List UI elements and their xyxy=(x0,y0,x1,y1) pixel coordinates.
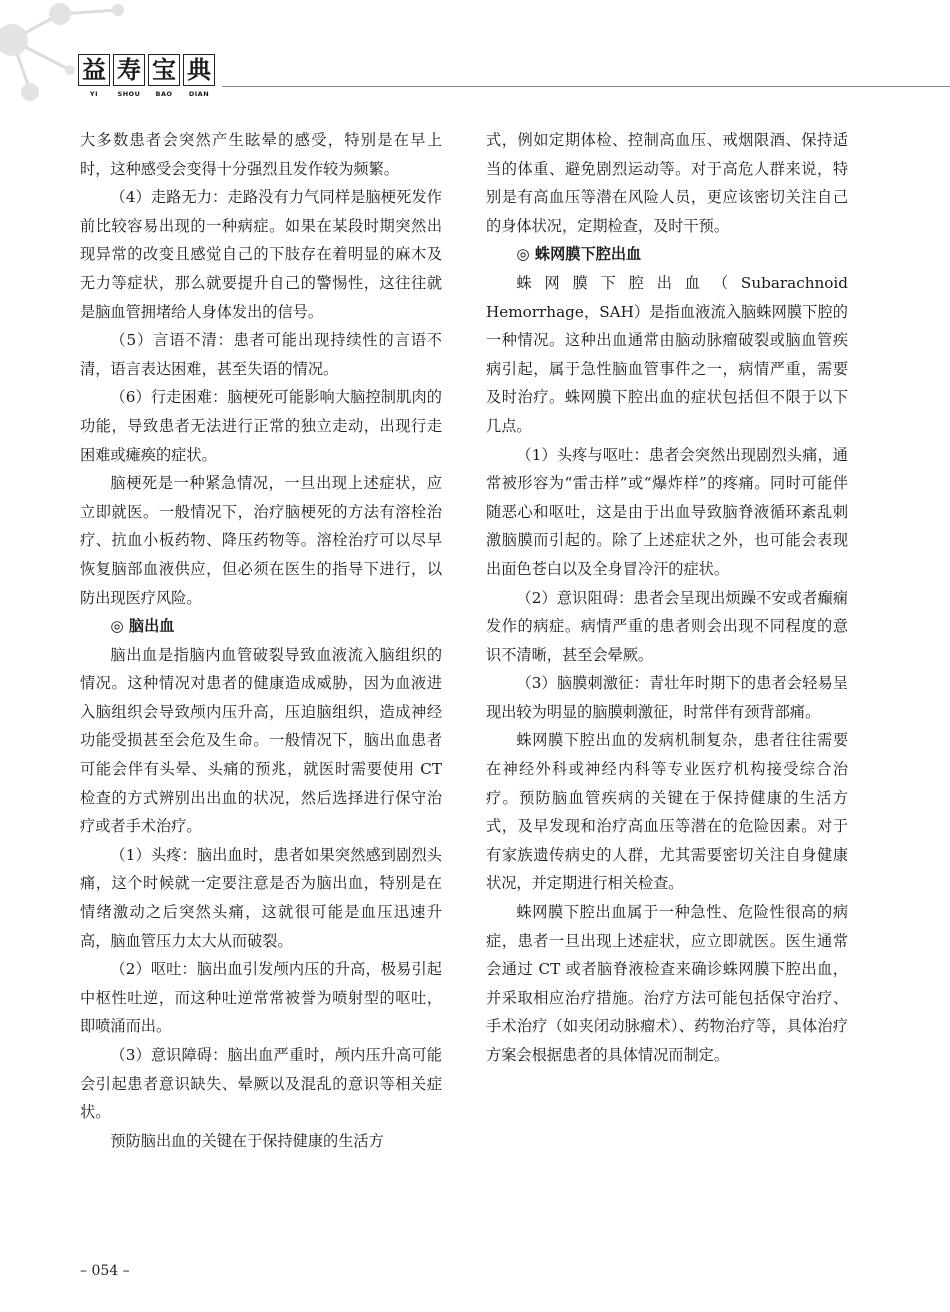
pinyin-label: DIAN xyxy=(188,90,210,98)
paragraph: （1）头疼与呕吐：患者会突然出现剧烈头痛，通常被形容为“雷击样”或“爆炸样”的疼痛。同时可能伴随恶心和呕吐，这是由于出血导致脑脊液循环紊乱刺激脑膜而引起的。除了上述症状之外，也可能会表现出面色苍白以及全身冒冷汗的症状。 xyxy=(486,445,848,578)
right-column xyxy=(486,126,848,1070)
paragraph: （3）意识障碍：脑出血严重时，颅内压升高可能会引起患者意识缺失、晕厥以及混乱的意识等相关症状。 xyxy=(80,1046,442,1122)
magazine-logo xyxy=(78,54,215,86)
paragraph: 蛛网膜下腔出血属于一种急性、危险性很高的病症，患者一旦出现上述症状，应立即就医。医生通常会通过 CT 或者脑脊液检查来确诊蛛网膜下腔出血，并采取相应治疗措施。治疗方法可能包括保守治疗、手术治疗（如夹闭动脉瘤术）、药物治疗等，具体治疗方案会根据患者的具体情况而制定。 xyxy=(486,903,848,1064)
pinyin-label: SHOU xyxy=(117,90,141,98)
page-number: – 054 – xyxy=(80,1263,130,1279)
paragraph: 脑梗死是一种紧急情况，一旦出现上述症状，应立即就医。一般情况下，治疗脑梗死的方法有溶栓治疗、抗血小板药物、降压药物等。溶栓治疗可以尽早恢复脑部血液供应，但必须在医生的指导下进行，以防出现医疗风险。 xyxy=(80,474,442,607)
paragraph: （3）脑膜刺激征：青壮年时期下的患者会轻易呈现出较为明显的脑膜刺激征，时常伴有颈背部痛。 xyxy=(486,674,848,721)
magazine-header xyxy=(78,54,215,98)
pinyin-label: YI xyxy=(89,90,99,98)
paragraph: 式，例如定期体检、控制高血压、戒烟限酒、保持适当的体重、避免剧烈运动等。对于高危人群来说，特别是有高血压等潜在风险人员，更应该密切关注自己的身体状况，定期检查，及时干预。 xyxy=(486,131,848,235)
paragraph: （1）头疼：脑出血时，患者如果突然感到剧烈头痛，这个时候就一定要注意是否为脑出血，特别是在情绪激动之后突然头痛，这就很可能是血压迅速升高，脑血管压力太大从而破裂。 xyxy=(80,845,442,950)
paragraph: 预防脑出血的关键在于保持健康的生活方 xyxy=(110,1131,384,1150)
logo-char: 寿 xyxy=(113,54,145,86)
paragraph: （2）意识阻碍：患者会呈现出烦躁不安或者癫痫发作的病症。病情严重的患者则会出现不同程度的意识不清晰，甚至会晕厥。 xyxy=(486,588,848,664)
paragraph: （2）呕吐：脑出血引发颅内压的升高，极易引起中枢性吐逆，而这种吐逆常常被誉为喷射型的呕吐，即喷涌而出。 xyxy=(80,960,442,1036)
header-divider xyxy=(222,86,950,87)
left-column xyxy=(80,126,442,1155)
logo-char: 典 xyxy=(183,54,215,86)
logo-char: 益 xyxy=(78,54,110,86)
paragraph: （5）言语不清：患者可能出现持续性的言语不清，语言表达困难，甚至失语的情况。 xyxy=(80,331,442,378)
paragraph: 蛛网膜下腔出血的发病机制复杂，患者往往需要在神经外科或神经内科等专业医疗机构接受综合治疗。预防脑血管疾病的关键在于保持健康的生活方式，及早发现和治疗高血压等潜在的危险因素。对于有家族遗传病史的人群，尤其需要密切关注自身健康状况，并定期进行相关检查。 xyxy=(486,731,848,893)
paragraph: （6）行走困难：脑梗死可能影响大脑控制肌肉的功能，导致患者无法进行正常的独立走动，出现行走困难或瘫痪的症状。 xyxy=(80,388,442,464)
logo-char: 宝 xyxy=(148,54,180,86)
paragraph: 脑出血是指脑内血管破裂导致血液流入脑组织的情况。这种情况对患者的健康造成威胁，因为血液进入脑组织会导致颅内压升高，压迫脑组织，造成神经功能受损甚至会危及生命。一般情况下，脑出血患者可能会伴有头晕、头痛的预兆，就医时需要使用 CT 检查的方式辨别出出血的状况，然后选择进行保守治疗或者手术治疗。 xyxy=(80,645,442,836)
paragraph: 大多数患者会突然产生眩晕的感受，特别是在早上时，这种感受会变得十分强烈且发作较为频繁。 xyxy=(80,131,442,178)
section-heading: ◎ 脑出血 xyxy=(110,617,175,636)
paragraph: 蛛网膜下腔出血（Subarachnoid Hemorrhage，SAH）是指血液流入脑蛛网膜下腔的一种情况。这种出血通常由脑动脉瘤破裂或脑血管疾病引起，属于急性脑血管事件之一，病情严重，需要及时治疗。蛛网膜下腔出血的症状包括但不限于以下几点。 xyxy=(486,273,848,435)
logo-pinyin xyxy=(78,90,215,98)
section-heading: ◎ 蛛网膜下腔出血 xyxy=(516,245,642,264)
paragraph: （4）走路无力：走路没有力气同样是脑梗死发作前比较容易出现的一种病症。如果在某段时期突然出现异常的改变且感觉自己的下肢存在着明显的麻木及无力等症状，那么就要提升自己的警惕性，这往往就是脑血管拥堵给人身体发出的信号。 xyxy=(80,188,442,321)
pinyin-label: BAO xyxy=(155,90,173,98)
